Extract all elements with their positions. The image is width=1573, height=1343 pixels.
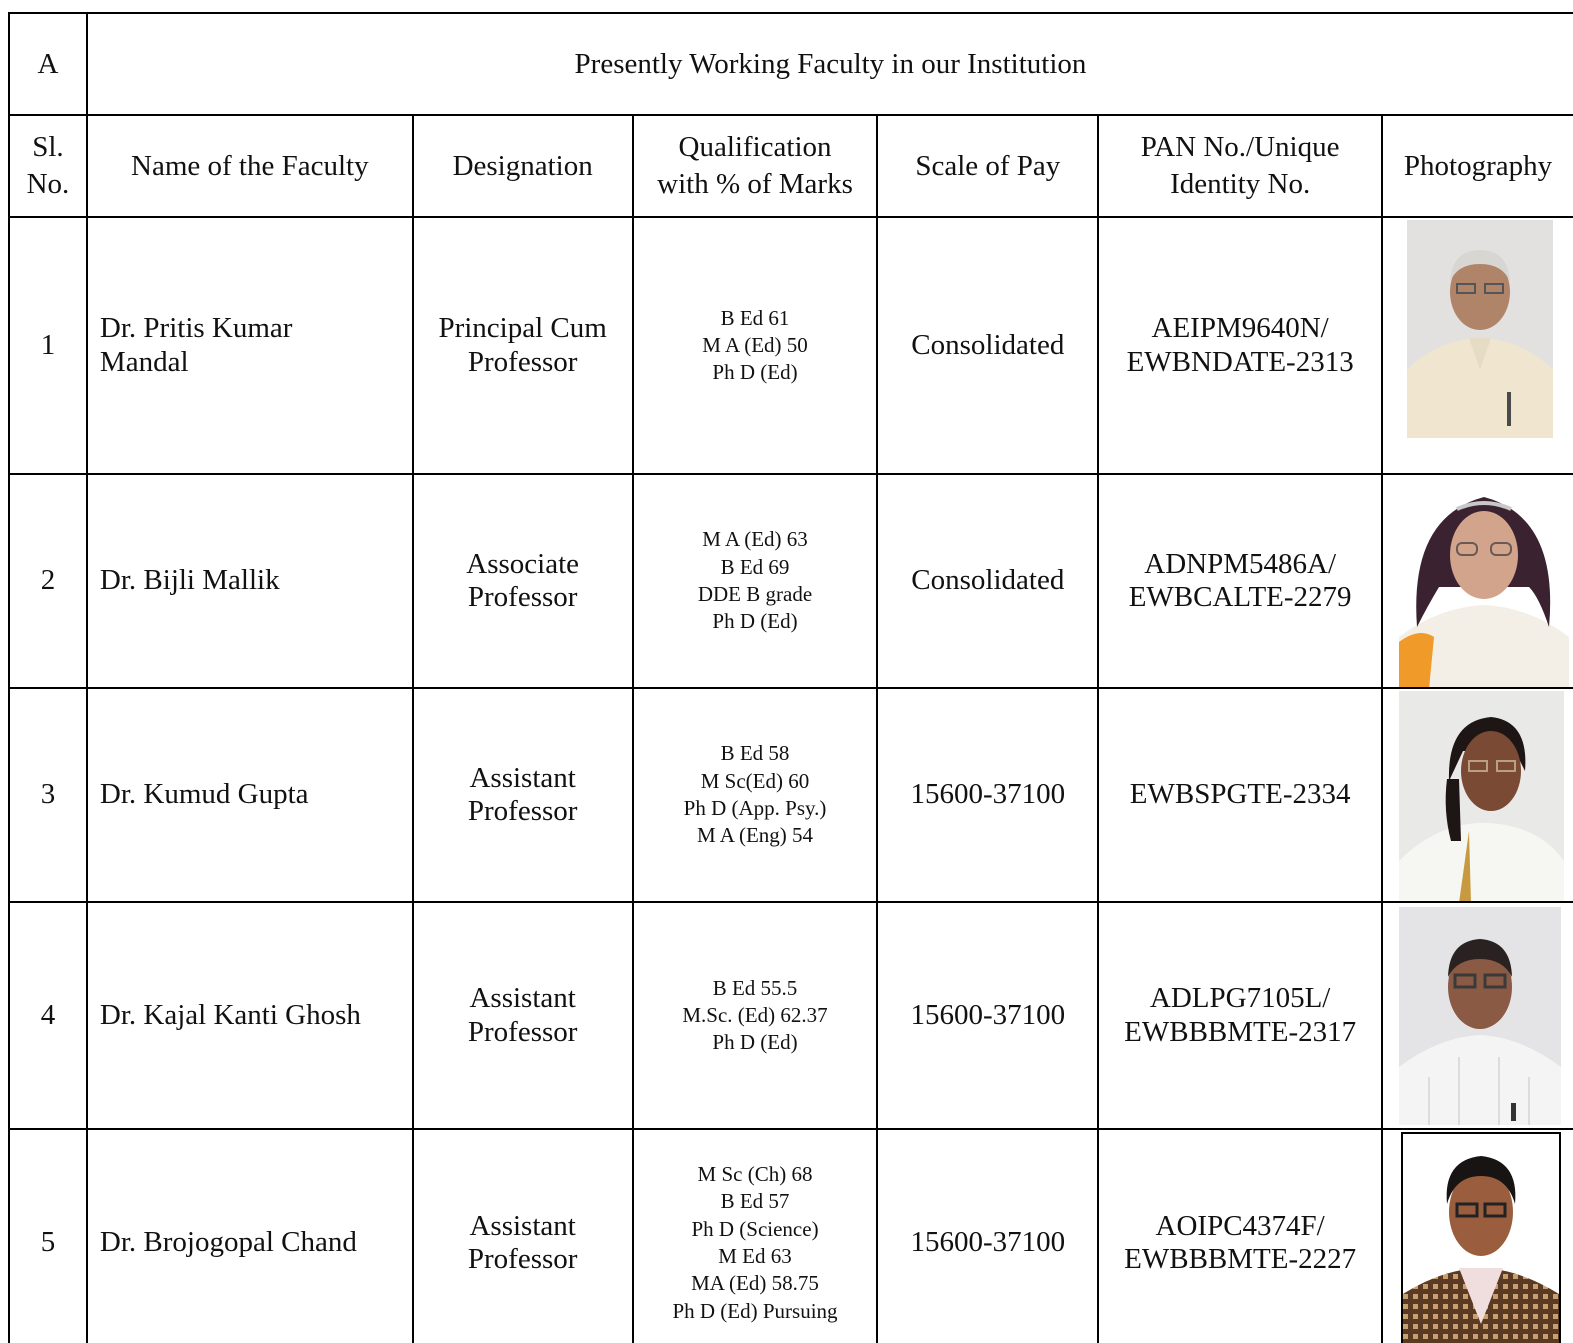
cell-sl-no: 1 xyxy=(9,217,87,474)
table-row xyxy=(9,474,1573,688)
cell-sl-no: 4 xyxy=(9,902,87,1129)
faculty-photo xyxy=(1401,1132,1561,1343)
table-row xyxy=(9,217,1573,474)
cell-qualification: B Ed 55.5 M.Sc. (Ed) 62.37 Ph D (Ed) xyxy=(633,902,878,1129)
cell-qualification: B Ed 58 M Sc(Ed) 60 Ph D (App. Psy.) M A (Eng) 54 xyxy=(633,688,878,902)
section-label: A xyxy=(9,13,87,115)
cell-designation: Assistant Professor xyxy=(413,902,633,1129)
faculty-sheet xyxy=(8,12,1573,1343)
cell-designation: Principal Cum Professor xyxy=(413,217,633,474)
cell-qualification: B Ed 61 M A (Ed) 50 Ph D (Ed) xyxy=(633,217,878,474)
cell-scale-of-pay: 15600-37100 xyxy=(877,1129,1098,1343)
cell-scale-of-pay: 15600-37100 xyxy=(877,902,1098,1129)
cell-photograph xyxy=(1382,902,1573,1129)
section-title: Presently Working Faculty in our Institution xyxy=(87,13,1573,115)
cell-faculty-name: Dr. Kajal Kanti Ghosh xyxy=(87,902,413,1129)
faculty-photo xyxy=(1407,220,1553,438)
col-header-qualification: Qualification with % of Marks xyxy=(633,115,878,217)
cell-pan: AEIPM9640N/ EWBNDATE-2313 xyxy=(1098,217,1382,474)
cell-designation: Assistant Professor xyxy=(413,1129,633,1343)
cell-designation: Associate Professor xyxy=(413,474,633,688)
cell-designation: Assistant Professor xyxy=(413,688,633,902)
cell-faculty-name: Dr. Kumud Gupta xyxy=(87,688,413,902)
cell-faculty-name: Dr. Brojogopal Chand xyxy=(87,1129,413,1343)
cell-sl-no: 5 xyxy=(9,1129,87,1343)
cell-qualification: M A (Ed) 63 B Ed 69 DDE B grade Ph D (Ed) xyxy=(633,474,878,688)
table-row xyxy=(9,902,1573,1129)
cell-pan: ADNPM5486A/ EWBCALTE-2279 xyxy=(1098,474,1382,688)
faculty-table xyxy=(8,12,1573,1343)
faculty-photo xyxy=(1399,907,1561,1125)
col-header-designation: Designation xyxy=(413,115,633,217)
faculty-photo xyxy=(1399,477,1569,688)
col-header-pan: PAN No./Unique Identity No. xyxy=(1098,115,1382,217)
table-row xyxy=(9,1129,1573,1343)
cell-photograph xyxy=(1382,688,1573,902)
cell-pan: EWBSPGTE-2334 xyxy=(1098,688,1382,902)
faculty-photo xyxy=(1399,691,1564,902)
column-header-row xyxy=(9,115,1573,217)
cell-sl-no: 3 xyxy=(9,688,87,902)
cell-sl-no: 2 xyxy=(9,474,87,688)
cell-scale-of-pay: Consolidated xyxy=(877,217,1098,474)
col-header-sl-no: Sl. No. xyxy=(9,115,87,217)
col-header-photography: Photography xyxy=(1382,115,1573,217)
cell-qualification: M Sc (Ch) 68 B Ed 57 Ph D (Science) M Ed 63 MA (Ed) 58.75 Ph D (Ed) Pursuing xyxy=(633,1129,878,1343)
cell-faculty-name: Dr. Pritis Kumar Mandal xyxy=(87,217,413,474)
cell-pan: ADLPG7105L/ EWBBBMTE-2317 xyxy=(1098,902,1382,1129)
section-header-row xyxy=(9,13,1573,115)
cell-pan: AOIPC4374F/ EWBBBMTE-2227 xyxy=(1098,1129,1382,1343)
cell-photograph xyxy=(1382,217,1573,474)
cell-photograph xyxy=(1382,1129,1573,1343)
cell-faculty-name: Dr. Bijli Mallik xyxy=(87,474,413,688)
cell-scale-of-pay: 15600-37100 xyxy=(877,688,1098,902)
col-header-name: Name of the Faculty xyxy=(87,115,413,217)
table-row xyxy=(9,688,1573,902)
col-header-scale-of-pay: Scale of Pay xyxy=(877,115,1098,217)
cell-photograph xyxy=(1382,474,1573,688)
cell-scale-of-pay: Consolidated xyxy=(877,474,1098,688)
